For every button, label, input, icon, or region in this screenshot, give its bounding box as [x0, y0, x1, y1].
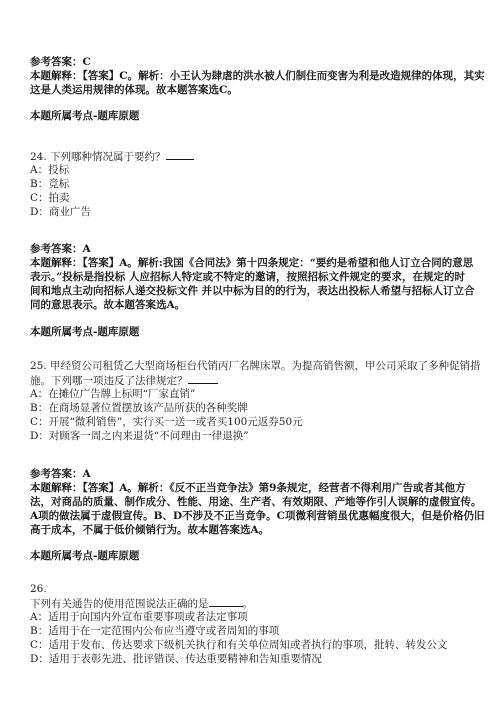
q24-option-b: B：竞标 — [30, 178, 70, 190]
q26-question-end: 。 — [242, 598, 253, 610]
q25-explanation-line-1: 本题解释：【答案】A。解析：《反不正当竞争法》第9条规定，经营者不得利用广告或者其他方 — [30, 482, 466, 494]
q25-option-c: C：开展“微利销售”，实行买一送一或者买100元返券50元 — [30, 416, 303, 428]
q24-explanation-line-2: 表示。”投标是指投标 人应招标人特定或不特定的邀请，按照招标文件规定的要求，在规定的时 — [30, 271, 465, 283]
q26-question-text: 下列有关通告的使用范围说法正确的是 — [30, 598, 209, 610]
q24-question-text: 24. 下列哪种情况属于要约？ — [30, 151, 166, 163]
q25-question-line-2 — [30, 374, 218, 388]
q26-option-a: A：适用于向国内外宣布重要事项或者法定事项 — [30, 611, 248, 623]
q24-question — [30, 150, 194, 164]
q24-answer-blank — [166, 150, 194, 160]
q25-explanation-line-2: 法，对商品的质量、制作成分、性能、用途、生产者、有效期限、产地等作引人误解的虚假宣传。 — [30, 496, 482, 508]
q25-option-a: A：在摊位广告牌上标明“厂家直销” — [30, 388, 196, 400]
q26-option-c: C：适用于发布、传达要求下级机关执行和有关单位周知或者执行的事项，批转、转发公文 — [30, 639, 448, 651]
q25-question-text: 施。下列哪一项违反了法律规定？ — [30, 375, 188, 387]
q25-explanation-line-4: 高于成本，不属于低价倾销行为。故本题答案选A。 — [30, 524, 270, 536]
q23-explanation-line-2: 这是人类运用规律的体现。故本题答案选C。 — [30, 84, 238, 96]
q24-explanation-line-3: 间和地点主动向招标人递交投标文件 并以中标为目的的行为，表达出投标人希望与招标人订立合 — [30, 285, 475, 297]
q23-source: 本题所属考点-题库原题 — [30, 110, 140, 122]
q25-answer-blank — [188, 374, 218, 384]
q25-question-line-1: 25. 甲经贸公司租赁乙大型商场柜台代销丙厂名牌床罩。为提高销售额，甲公司采取了多种促销措 — [30, 360, 481, 372]
q24-explanation-line-1: 本题解释：【答案】A。解析:我国《合同法》第十四条规定：“要约是希望和他人订立合同的意思 — [30, 257, 474, 269]
q23-answer: 参考答案：C — [30, 56, 91, 68]
q26-option-b: B：适用于在一定范围内公布应当遵守或者周知的事项 — [30, 625, 280, 637]
q26-question — [30, 597, 253, 611]
q24-option-d: D：商业广告 — [30, 206, 91, 218]
q24-explanation-line-4: 同的意思表示。故本题答案选A。 — [30, 299, 186, 311]
q25-answer: 参考答案：A — [30, 468, 91, 480]
q25-option-d: D：对顾客一周之内来退货“不问理由一律退换” — [30, 430, 249, 442]
q25-option-b: B：在商场显著位置摆放该产品所获的各种奖牌 — [30, 402, 248, 414]
q26-answer-blank — [209, 597, 243, 607]
q23-explanation-line-1: 本题解释：【答案】C。解析：小王认为肆虐的洪水被人们制住而变害为利是改造规律的体现，其实 — [30, 70, 485, 82]
q25-explanation-line-3: A项的做法属于虚假宣传。B、D不涉及不正当竞争。C项微利营销虽优惠幅度很大，但是价格仍旧 — [30, 510, 485, 522]
q24-option-c: C：拍卖 — [30, 192, 70, 204]
q26-number: 26. — [30, 583, 47, 595]
q24-answer: 参考答案：A — [30, 243, 91, 255]
q25-source: 本题所属考点-题库原题 — [30, 550, 140, 562]
q24-option-a: A：投标 — [30, 164, 70, 176]
q26-option-d: D：适用于表彰先进、批评错误、传达重要精神和告知重要情况 — [30, 653, 322, 665]
q24-source: 本题所属考点-题库原题 — [30, 326, 140, 338]
